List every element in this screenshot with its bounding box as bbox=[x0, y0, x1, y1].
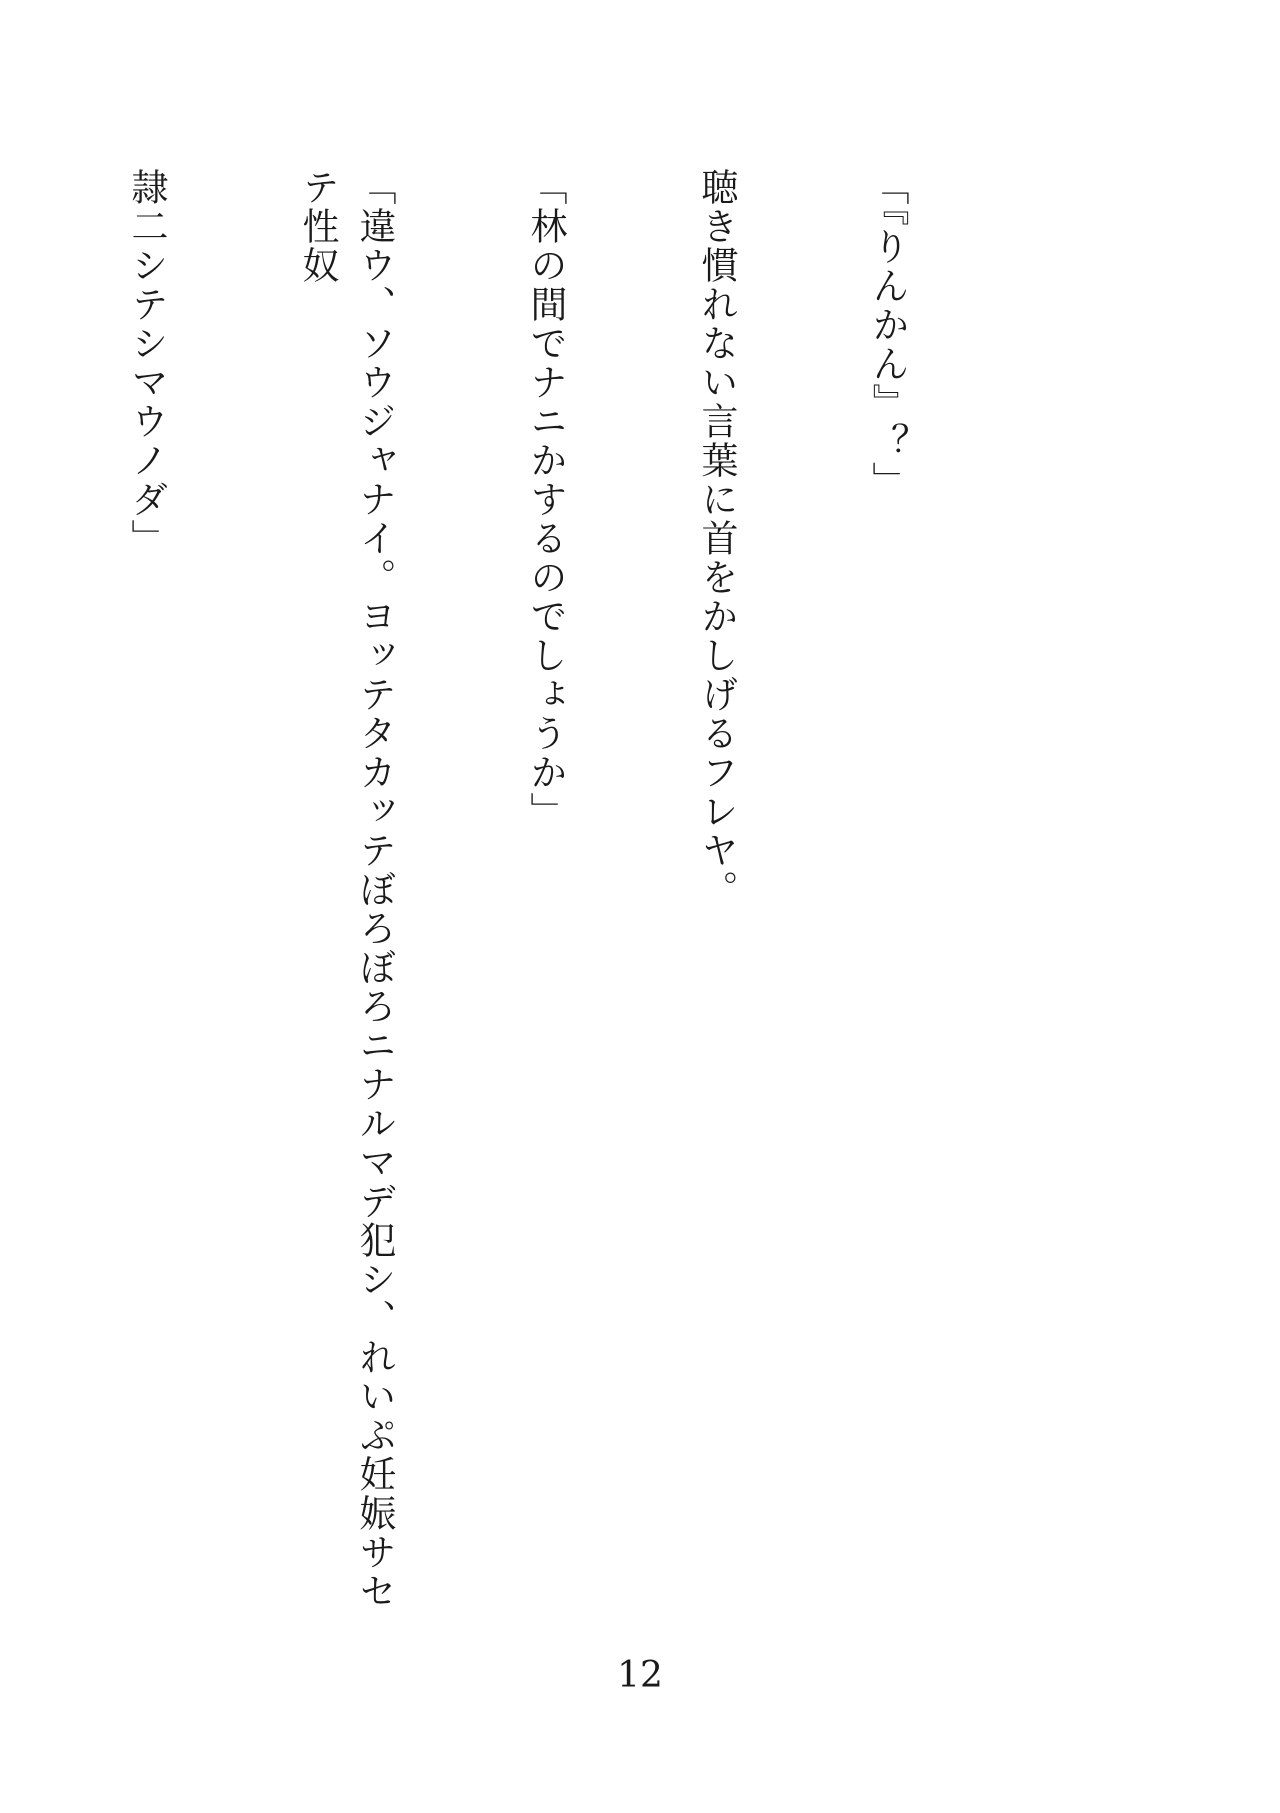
text-line: 「林の間でナニかするのでしょうか」 bbox=[524, 168, 567, 831]
page-number: 12 bbox=[617, 1655, 663, 1696]
text-line: 「『りんかん』？」 bbox=[866, 168, 909, 501]
text-line: 隷二シテシマウノダ」 bbox=[125, 168, 168, 558]
vertical-text-body bbox=[0, 168, 1030, 1628]
text-line: 「違ウ、ソウジャナイ。ヨッテタカッテぼろぼろニナルマデ犯シ、れいぷ妊娠サセテ性奴 bbox=[296, 168, 396, 1611]
text-line bbox=[0, 168, 4, 1628]
text-line: 聴き慣れない言葉に首をかしげるフレヤ。 bbox=[695, 168, 738, 909]
